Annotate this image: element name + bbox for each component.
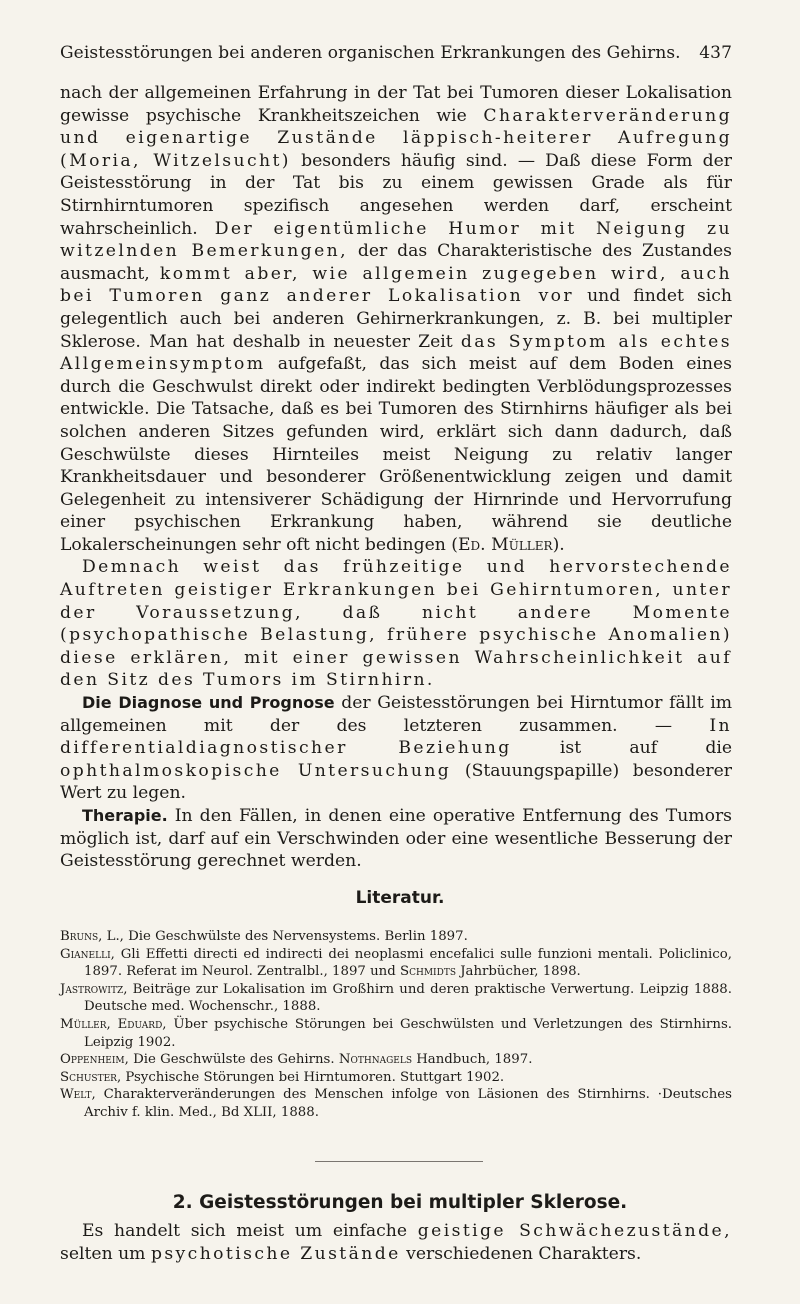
section-2-text [60,1220,732,1265]
reference-item: Bruns, L., Die Geschwülste des Nervensystems. Berlin 1897. [60,929,468,944]
reference-item: Schuster, Psychische Störungen bei Hirntumoren. Stuttgart 1902. [60,1069,505,1085]
reference-item: Oppenheim, Die Geschwülste des Gehirns. Nothnagels Handbuch, 1897. [60,1052,533,1068]
literature-heading: Literatur. [355,888,445,908]
paragraph-4: Therapie. In den Fällen, in denen eine operative Entfernung des Tumors möglich ist, darf auf ein Verschwinden oder eine wesentliche Besserung der Geistesstörung gerechnet werden. [60,806,732,872]
reference-item: Müller, Eduard, Über psychische Störungen bei Geschwülsten und Verletzungen des Stirnhirns. Leipzig 1902. [60,1016,732,1050]
reference-item: Jastrowitz, Beiträge zur Lokalisation im Großhirn und deren praktische Verwertung. Leipzig 1888. Deutsche med. Wochenschr., 1888. [60,981,732,1015]
main-text [60,82,732,873]
spaced-emphasis: das Symptom als echtes Allgemeinsymptom [60,331,732,375]
paragraph-1: nach der allgemeinen Erfahrung in der Tat bei Tumoren dieser Lokalisation gewisse psychische Krankheitszeichen wie Charakterveränderung und eigenartige Zustände läppisch-heiterer Aufregung (Moria, Witzelsucht) besonders häufig sind. — Daß diese Form der Geistesstörung in der Tat bis zu einem gewissen Grade als für Stirnhirntumoren spezifisch angesehen werden darf, erscheint wahrscheinlich. Der eigentümliche Humor mit Neigung zu witzelnden Bemerkungen, der das Charakteristische des Zustandes ausmacht, kommt aber, wie allgemein zugegeben wird, auch bei Tumoren ganz anderer Lokalisation vor und findet sich gelegentlich auch bei anderen Gehirnerkrankungen, z. B. bei multipler Sklerose. Man hat deshalb in neuester Zeit das Symptom als echtes Allgemeinsymptom aufgefaßt, das sich meist auf dem Boden eines durch die Geschwulst direkt oder indirekt bedingten Verblödungsprozesses entwickle. Die Tatsache, daß es bei Tumoren des Stirnhirns häufiger als bei solchen anderen Sitzes gefunden wird, erklärt sich dann dadurch, daß Geschwülste dieses Hirnteiles meist Neigung zu relativ langer Krankheitsdauer und besonderer Größenentwicklung zeigen und damit Gelegenheit zu intensiverer Schädigung der Hirnrinde und Hervorrufung einer psychischen Erkrankung haben, während sie deutliche Lokalerscheinungen sehr oft nicht bedingen (Ed. Müller). [60,83,733,555]
running-title: Geistesstörungen bei anderen organischen Erkrankungen des Gehirns. [60,43,681,63]
paragraph-2 [60,556,732,692]
paragraph-3: Die Diagnose und Prognose der Geistesstörungen bei Hirntumor fällt im allgemeinen mit der des letzteren zusammen. — In differentialdiagnostischer Beziehung ist auf die ophthalmoskopische Untersuchung (Stauungspapille) besonderer Wert zu legen. [60,693,733,804]
reference-item: Gianelli, Gli Effetti directi ed indirecti dei neoplasmi encefalici sulle funzioni mentali. Policlinico, 1897. Referat im Neurol. Zentralbl., 1897 und Schmidts Jahrbücher, 1898. [60,946,732,980]
spaced-emphasis: kommt aber, wie allgemein zugegeben wird, auch bei Tumoren ganz anderer Lokalisation vor [60,263,733,307]
spaced-emphasis: psychotische Zustände [150,1243,401,1264]
reference-list [60,928,732,1122]
section-divider [315,1161,483,1162]
reference-item: Welt, Charakterveränderungen des Menschen infolge von Läsionen des Stirnhirns. ·Deutsches Archiv f. klin. Med., Bd XLII, 1888. [60,1087,732,1120]
spaced-emphasis: Der eigentümliche Humor mit Neigung zu witzelnden Bemerkungen, [60,218,732,262]
spaced-emphasis: ophthalmoskopische Untersuchung [60,760,452,781]
spaced-emphasis: geistige Schwächezustände, [417,1221,732,1241]
spaced-emphasis: Demnach weist das frühzeitige und hervorstechende Auftreten geistiger Erkrankungen bei Gehirntumoren, unter der Voraussetzung, daß nicht andere Momente (psychopathische Belastung, frühere psychische Anomalien) diese erklären, mit einer gewissen Wahrscheinlichkeit auf den Sitz des Tumors im Stirnhirn. [60,557,732,691]
paragraph-5: Es handelt sich meist um einfache geistige Schwächezustände, selten um psychotische Zustände verschiedenen Charakters. [60,1221,732,1264]
bold-lead: Die Diagnose und Prognose [82,693,335,713]
cited-author: Ed. Müller [458,534,553,555]
running-head [60,43,732,63]
spaced-emphasis: Charakterveränderung und eigenartige Zustände läppisch-heiterer Aufregung (Moria, Witzelsucht) [60,105,732,171]
spaced-emphasis: In differentialdiagnostischer Beziehung [60,715,732,759]
page-number: 437 [699,43,732,63]
section-heading: 2. Geistesstörungen bei multipler Sklerose. [172,1192,628,1213]
bold-lead: Therapie. [82,806,168,825]
